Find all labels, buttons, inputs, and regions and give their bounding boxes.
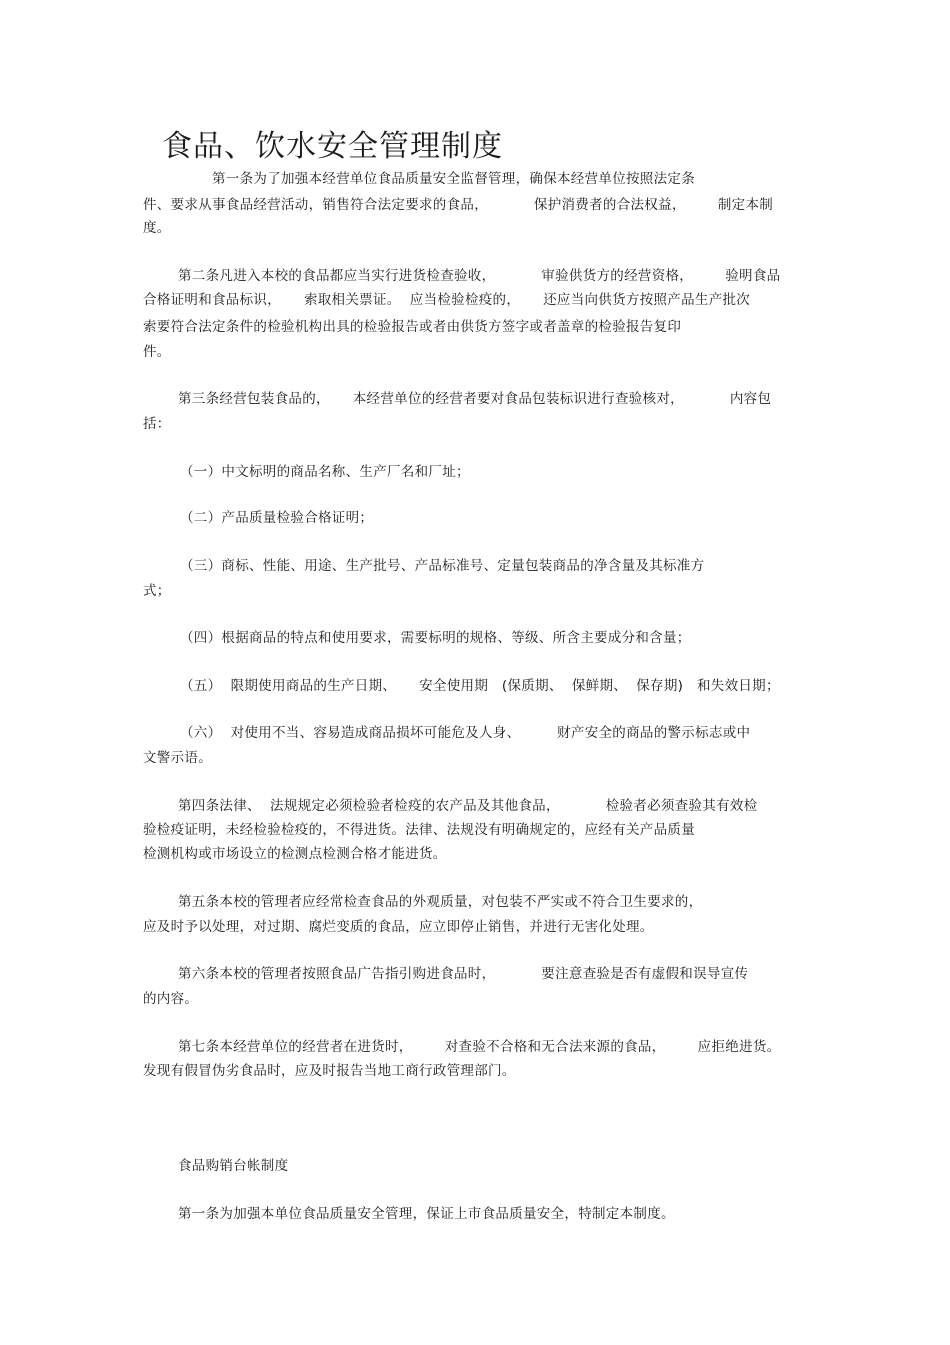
article-4-line-2: 验检疫证明，未经检验检疫的，不得进货。法律、法规没有明确规定的，应经有关产品质量 [143, 822, 695, 838]
item-6-line-2: 文警示语。 [143, 750, 212, 766]
article-2-line-4: 件。 [143, 344, 171, 360]
article-6-line-2: 的内容。 [143, 991, 199, 1007]
item-3-line-1: （三）商标、性能、用途、生产批号、产品标准号、定量包装商品的净含量及其标准方 [180, 558, 705, 574]
article-1-line-2: 件、要求从事食品经营活动，销售符合法定要求的食品， 保护消费者的合法权益， 制定本制 [143, 197, 774, 213]
item-4: （四）根据商品的特点和使用要求，需要标明的规格、等级、所含主要成分和含量； [180, 630, 691, 646]
section-article-1: 第一条为加强本单位食品质量安全管理，保证上市食品质量安全，特制定本制度。 [178, 1206, 675, 1222]
item-5: （五） 限期使用商品的生产日期、 安全使用期 (保质期、 保鲜期、 保存期) 和失效日期； [180, 678, 780, 694]
item-6-line-1: （六） 对使用不当、容易造成商品损坏可能危及人身、 财产安全的商品的警示标志或中 [180, 725, 751, 741]
article-1-line-1: 第一条为了加强本经营单位食品质量安全监督管理，确保本经营单位按照法定条 [212, 171, 695, 187]
article-2-line-2: 合格证明和食品标识， 索取相关票证。 应当检验检疫的， 还应当向供货方按照产品生产批次 [143, 292, 751, 308]
article-3-line-1: 第三条经营包装食品的， 本经营单位的经营者要对食品包装标识进行查验核对， 内容包 [178, 391, 772, 407]
article-2-line-1: 第二条凡进入本校的食品都应当实行进货检查验收， 审验供货方的经营资格， 验明食品 [178, 268, 781, 284]
article-6-line-1: 第六条本校的管理者按照食品广告指引购进食品时， 要注意查验是否有虚假和误导宣传 [178, 966, 749, 982]
article-1-line-3: 度。 [143, 220, 171, 236]
article-5-line-2: 应及时予以处理，对过期、腐烂变质的食品，应立即停止销售，并进行无害化处理。 [143, 919, 654, 935]
article-5-line-1: 第五条本校的管理者应经常检查食品的外观质量，对包装不严实或不符合卫生要求的， [178, 894, 703, 910]
article-4-line-1: 第四条法律、 法规规定必须检验者检疫的农产品及其他食品， 检验者必须查验其有效检 [178, 798, 758, 814]
item-2: （二）产品质量检验合格证明； [180, 510, 374, 526]
article-3-line-2: 括： [143, 416, 171, 432]
article-7-line-1: 第七条本经营单位的经营者在进货时， 对查验不合格和无合法来源的食品， 应拒绝进货。 [178, 1039, 781, 1055]
article-2-line-3: 索要符合法定条件的检验机构出具的检验报告或者由供货方签字或者盖章的检验报告复印 [143, 319, 682, 335]
article-7-line-2: 发现有假冒伪劣食品时，应及时报告当地工商行政管理部门。 [143, 1063, 516, 1079]
page-title: 食品、饮水安全管理制度 [162, 129, 503, 164]
item-3-line-2: 式； [143, 583, 171, 599]
section-heading: 食品购销台帐制度 [178, 1158, 289, 1174]
item-1: （一）中文标明的商品名称、生产厂名和厂址； [180, 464, 470, 480]
article-4-line-3: 检测机构或市场设立的检测点检测合格才能进货。 [143, 846, 447, 862]
